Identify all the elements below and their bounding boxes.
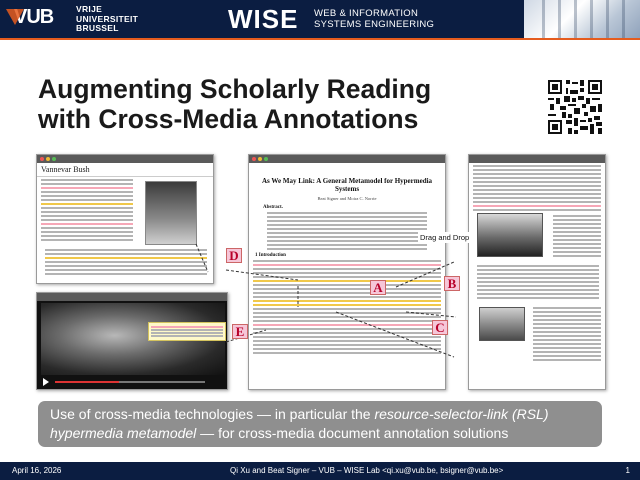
header-bar [0,0,640,38]
vub-logo[interactable] [0,0,168,38]
vub-mark-text: VUB [14,6,54,28]
header-accent-line [0,38,640,40]
wise-sub-line-1: WEB & INFORMATION [314,8,419,19]
wise-sub-line-2: SYSTEMS ENGINEERING [314,19,435,30]
marker-a[interactable]: A [370,280,386,295]
marker-e[interactable]: E [232,324,248,339]
footer-authors[interactable]: Qi Xu and Beat Signer – VUB – WISE Lab <qi.xu@vub.be, bsigner@vub.be> [230,466,504,475]
banner-emphasis: resource-selector-link (RSL) hypermedia metamodel [50,406,549,441]
qr-code-icon[interactable] [546,78,604,136]
paper-title: As We May Link: A General Metamodel for Hypermedia Systems [261,177,433,193]
wise-subtitle [314,8,434,30]
slide-title-line-1: Augmenting Scholarly Reading [38,74,432,104]
paper-intro-heading: 1 Introduction [255,253,286,258]
annotation-connectors [36,152,606,392]
banner-text-1: Use of cross-media technologies — in particular the [50,406,375,422]
paper-abstract-heading: Abstract. [263,205,283,210]
banner-text-2: — for cross-media document annotation solutions [196,425,509,441]
wise-logo[interactable] [228,6,308,32]
slide-title-line-2: with Cross-Media Annotations [38,104,419,134]
connector-c-device [406,312,456,317]
wise-logo-text: WISE [228,6,299,32]
vub-mark [14,6,53,29]
summary-banner [38,401,602,447]
marker-b[interactable]: B [444,276,460,291]
wiki-article-title: Vannevar Bush [37,163,213,177]
marker-d[interactable]: D [226,248,242,263]
vub-line-1: VRIJE [76,4,103,14]
connector-d-portrait [196,244,208,272]
marker-c[interactable]: C [432,320,448,335]
footer-bar [0,462,640,480]
vub-line-2: UNIVERSITEIT [76,13,139,24]
annotation-collage [36,152,606,392]
vub-line-3: BRUSSEL [76,23,119,33]
vub-wordmark [76,5,138,34]
paper-authors: Beat Signer and Moira C. Norrie [317,196,377,201]
connector-d-paper [226,270,298,280]
building-photo [524,0,640,38]
footer-page-number: 1 [625,466,630,475]
footer-date: April 16, 2026 [12,466,62,475]
vub-triangle-icon [6,9,24,25]
drag-and-drop-label: Drag and Drop [420,233,470,242]
slide-title [38,74,518,134]
